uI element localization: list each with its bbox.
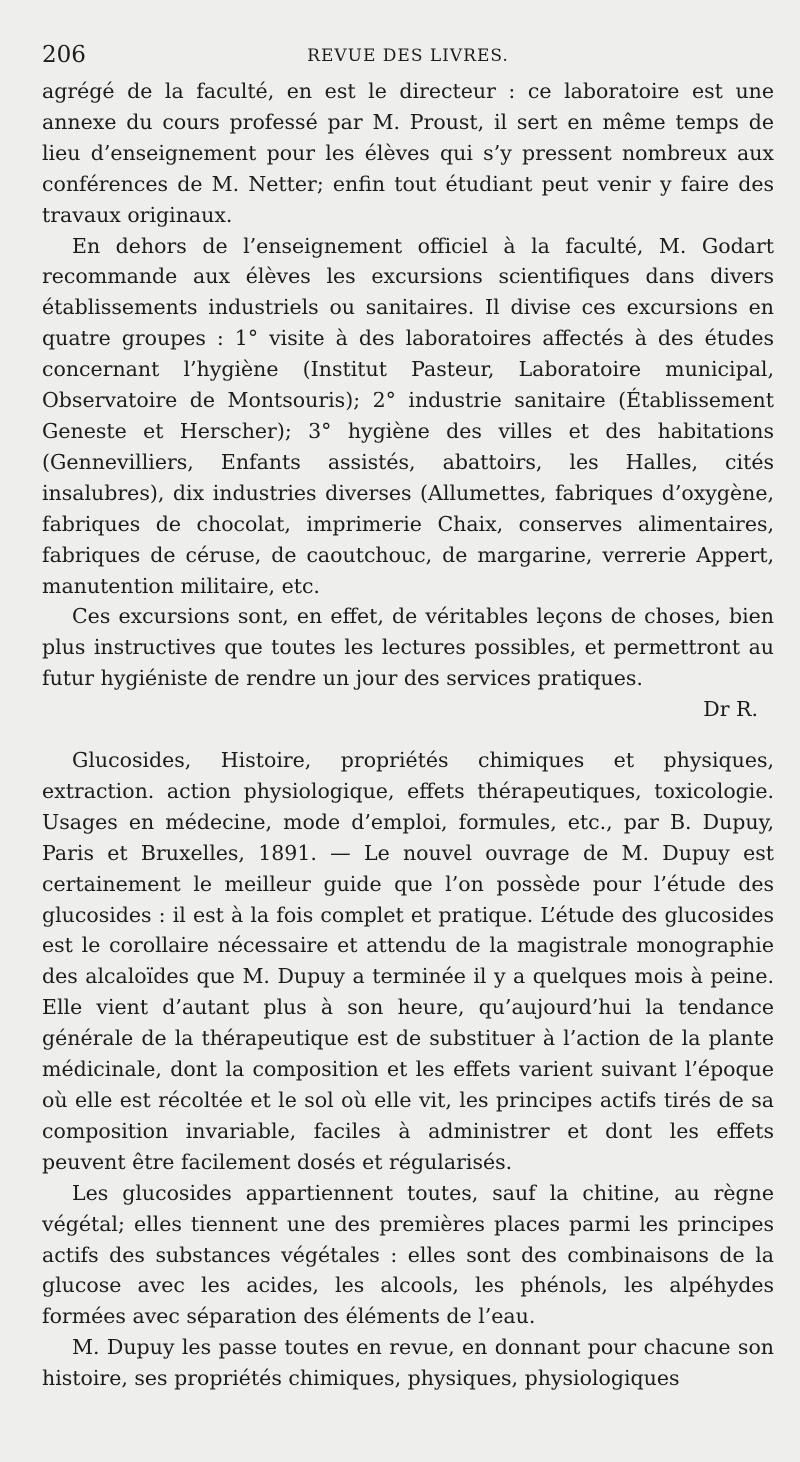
paragraph: Ces excursions sont, en effet, de véritables leçons de choses, bien plus instructives que toutes les lectures possibles, et permettront au futur hygiéniste de rendre un jour des services pratiques. [42,604,774,691]
paragraph: M. Dupuy les passe toutes en revue, en donnant pour chacune son histoire, ses propriétés chimiques, physiques, physiologiques [42,1335,774,1391]
signature: Dr R. [703,697,758,722]
running-title: REVUE DES LIVRES. [307,46,509,66]
review-heading-paragraph: Glucosides, Histoire, propriétés chimiques et physiques, extraction. action physiologique, effets thérapeutiques, toxicologie. Usages en médecine, mode d’emploi, formules, etc., par B. Dupuy, Paris et Bruxelles, 1891. — Le nouvel ouvrage de M. Dupuy est certainement le meilleur guide que l’on possède pour l’étude des glucosides : il est à la fois complet et pratique. L’étude des glucosides est le corollaire nécessaire et attendu de la magistrale monographie des alcaloïdes que M. Dupuy a terminée il y a quelques mois à peine. Elle vient d’autant plus à son heure, qu’aujourd’hui la tendance générale de la thérapeutique est de substituer à l’action de la plante médicinale, dont la composition et les effets varient suivant l’époque où elle est récoltée et le sol où elle vit, les principes actifs tirés de sa composition invariable, faciles à administrer et dont les effets peuvent être facilement dosés et régularisés. [42,748,774,1174]
running-head [42,36,774,76]
paragraph: Les glucosides appartiennent toutes, sauf la chitine, au règne végétal; elles tiennent une des premières places parmi les principes actifs des substances végétales : elles sont des combinaisons de la glucose avec les acides, les alcools, les phénols, les alpéhydes formées avec séparation des éléments de l’eau. [42,1180,774,1329]
signature-line [42,694,774,725]
paragraph: agrégé de la faculté, en est le directeur : ce laboratoire est une annexe du cours professé par M. Proust, il sert en même temps de lieu d’enseignement pour les élèves qui s’y pressent nombreux aux conférences de M. Netter; enfin tout étudiant peut venir y faire des travaux originaux. [42,79,774,227]
body-text [42,76,774,1394]
paragraph: En dehors de l’enseignement officiel à la faculté, M. Godart recommande aux élèves les excursions scientifiques dans divers établissements industriels ou sanitaires. Il divise ces excursions en quatre groupes : 1° visite à des laboratoires affectés à des études concernant l’hygiène (Institut Pasteur, Laboratoire municipal, Observatoire de Montsouris); 2° industrie sanitaire (Établissement Geneste et Herscher); 3° hygiène des villes et des habitations (Gennevilliers, Enfants assistés, abattoirs, les Halles, cités insalubres), dix industries diverses (Allumettes, fabriques d’oxygène, fabriques de chocolat, imprimerie Chaix, conserves alimentaires, fabriques de céruse, de caoutchouc, de margarine, verrerie Appert, manutention militaire, etc. [42,233,774,598]
page-number: 206 [42,42,86,68]
section-gap [42,725,774,745]
